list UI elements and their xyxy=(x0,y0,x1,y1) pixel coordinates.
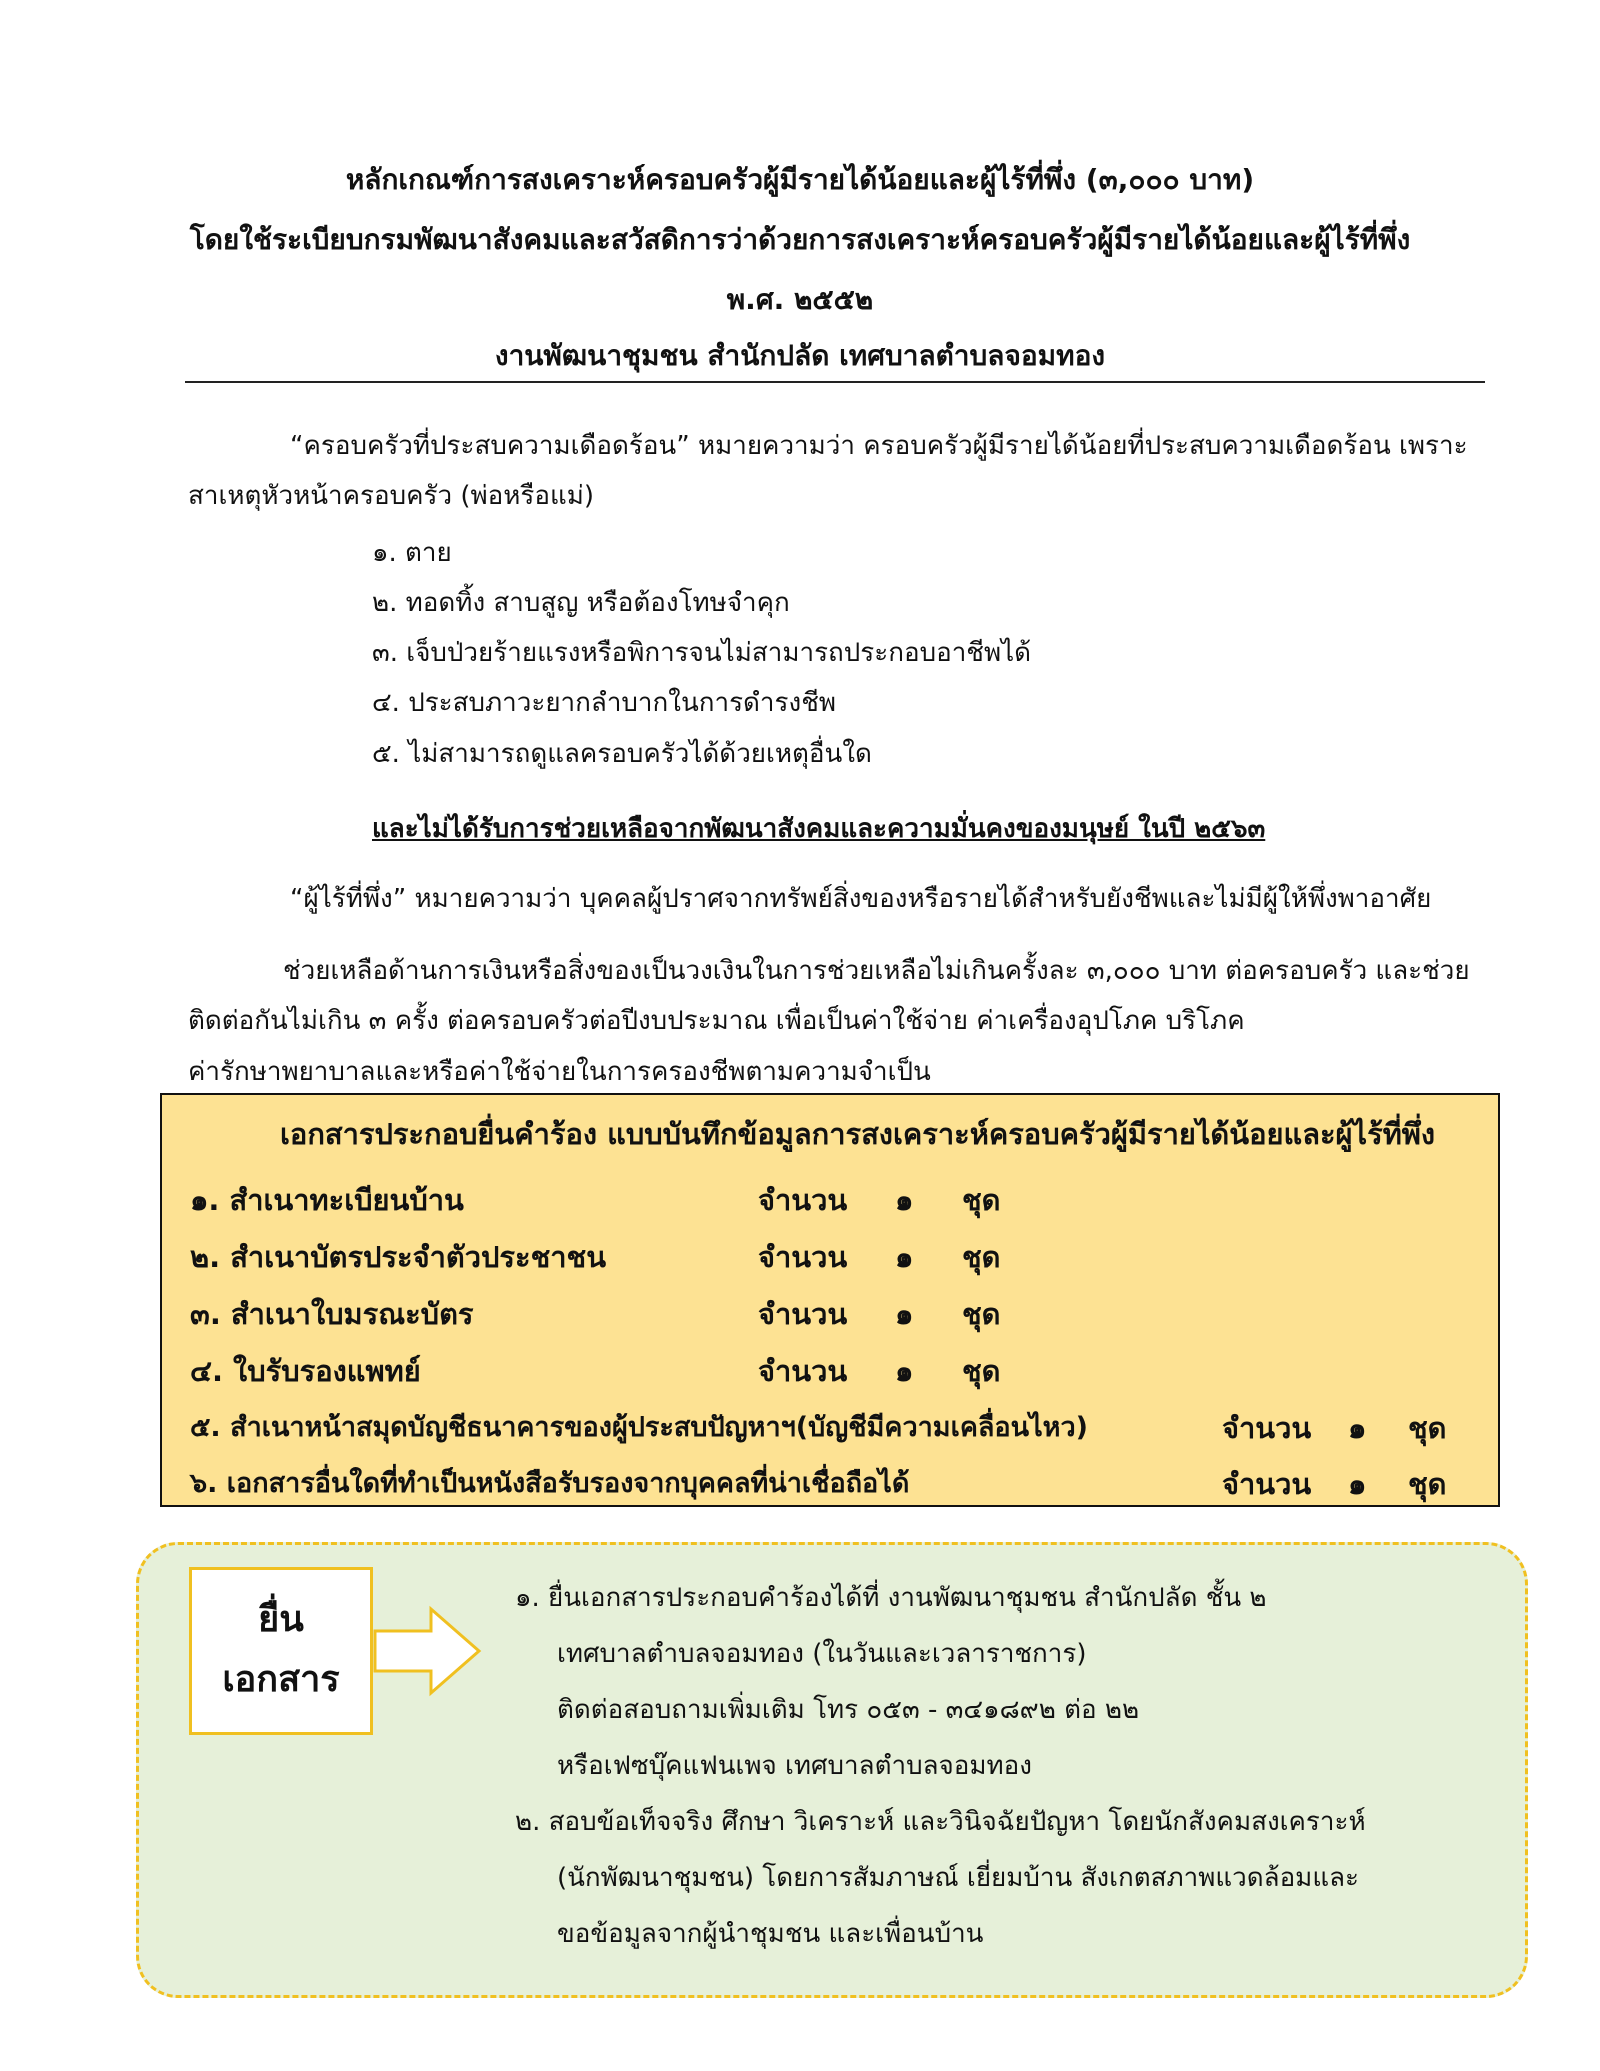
document-unit: ชุด xyxy=(962,1240,1001,1274)
document-qty-label: จำนวน xyxy=(758,1297,848,1331)
step-1-line-2: เทศบาลตำบลจอมทอง (ในวันและเวลาราชการ) xyxy=(557,1639,1087,1669)
assistance-line-3: ค่ารักษาพยาบาลและหรือค่าใช้จ่ายในการครองชีพตามความจำเป็น xyxy=(188,1057,931,1087)
tag-line-2: เอกสาร xyxy=(222,1659,340,1700)
document-qty-label: จำนวน xyxy=(1222,1467,1312,1501)
cause-item: ๔. ประสบภาวะยากลำบากในการดำรงชีพ xyxy=(372,688,836,718)
document-unit: ชุด xyxy=(962,1297,1001,1331)
document-qty: ๑ xyxy=(1348,1467,1367,1501)
condition-heading: และไม่ได้รับการช่วยเหลือจากพัฒนาสังคมและความมั่นคงของมนุษย์ ในปี ๒๕๖๓ xyxy=(372,814,1266,844)
document-qty: ๑ xyxy=(895,1240,914,1274)
document-qty-label: จำนวน xyxy=(758,1354,848,1388)
title-line-2: โดยใช้ระเบียบกรมพัฒนาสังคมและสวัสดิการว่าด้วยการสงเคราะห์ครอบครัวผู้มีรายได้น้อยและผู้ไร้ที่พึ่ง xyxy=(189,223,1411,256)
document-name: ๕. สำเนาหน้าสมุดบัญชีธนาคารของผู้ประสบปัญหาฯ(บัญชีมีความเคลื่อนไหว) xyxy=(190,1412,1088,1443)
definition-1-line-1: “ครอบครัวที่ประสบความเดือดร้อน” หมายความว่า ครอบครัวผู้มีรายได้น้อยที่ประสบความเดือดร้อน เพราะ xyxy=(290,431,1468,461)
cause-item: ๒. ทอดทิ้ง สาบสูญ หรือต้องโทษจำคุก xyxy=(372,588,790,618)
document-name: ๖. เอกสารอื่นใดที่ทำเป็นหนังสือรับรองจากบุคคลที่น่าเชื่อถือได้ xyxy=(190,1468,910,1499)
step-2-line-2: (นักพัฒนาชุมชน) โดยการสัมภาษณ์ เยี่ยมบ้าน สังเกตสภาพแวดล้อมและ xyxy=(557,1863,1359,1893)
document-qty: ๑ xyxy=(895,1354,914,1388)
cause-item: ๕. ไม่สามารถดูแลครอบครัวได้ด้วยเหตุอื่นใด xyxy=(372,739,872,769)
assistance-line-2: ติดต่อกันไม่เกิน ๓ ครั้ง ต่อครอบครัวต่อปีงบประมาณ เพื่อเป็นค่าใช้จ่าย ค่าเครื่องอุปโภค บริโภค xyxy=(188,1006,1245,1036)
document-name: ๒. สำเนาบัตรประจำตัวประชาชน xyxy=(190,1240,607,1274)
document-name: ๔. ใบรับรองแพทย์ xyxy=(190,1354,421,1388)
definition-1-line-2: สาเหตุหัวหน้าครอบครัว (พ่อหรือแม่) xyxy=(188,481,594,511)
document-qty: ๑ xyxy=(895,1297,914,1331)
step-1-line-3: ติดต่อสอบถามเพิ่มเติม โทร ๐๕๓ - ๓๔๑๘๙๒ ต่อ ๒๒ xyxy=(557,1695,1140,1725)
document-qty: ๑ xyxy=(895,1183,914,1217)
document-unit: ชุด xyxy=(1408,1411,1447,1445)
title-line-4: งานพัฒนาชุมชน สำนักปลัด เทศบาลตำบลจอมทอง xyxy=(494,339,1106,372)
step-1-line-4: หรือเฟซบุ๊คแฟนเพจ เทศบาลตำบลจอมทอง xyxy=(557,1751,1032,1781)
document-name: ๓. สำเนาใบมรณะบัตร xyxy=(190,1297,474,1331)
document-unit: ชุด xyxy=(962,1354,1001,1388)
cause-item: ๑. ตาย xyxy=(372,538,452,568)
tag-line-1: ยื่น xyxy=(258,1599,304,1640)
title-line-1: หลักเกณฑ์การสงเคราะห์ครอบครัวผู้มีรายได้น้อยและผู้ไร้ที่พึ่ง (๓,๐๐๐ บาท) xyxy=(345,163,1255,196)
cause-item: ๓. เจ็บป่วยร้ายแรงหรือพิการจนไม่สามารถประกอบอาชีพได้ xyxy=(372,638,1032,668)
document-qty-label: จำนวน xyxy=(758,1240,848,1274)
title-line-3: พ.ศ. ๒๕๕๒ xyxy=(726,283,874,316)
required-documents-box xyxy=(160,1093,1500,1507)
document-qty: ๑ xyxy=(1348,1411,1367,1445)
submission-steps-box xyxy=(136,1542,1528,1998)
document-unit: ชุด xyxy=(962,1183,1001,1217)
header-divider xyxy=(185,381,1485,383)
document-qty-label: จำนวน xyxy=(758,1183,848,1217)
step-2-line-1: ๒. สอบข้อเท็จจริง ศึกษา วิเคราะห์ และวินิจฉัยปัญหา โดยนักสังคมสงเคราะห์ xyxy=(515,1807,1366,1837)
assistance-line-1: ช่วยเหลือด้านการเงินหรือสิ่งของเป็นวงเงินในการช่วยเหลือไม่เกินครั้งละ ๓,๐๐๐ บาท ต่อครอบครัว และช่วย xyxy=(283,956,1470,986)
document-qty-label: จำนวน xyxy=(1222,1411,1312,1445)
document-name: ๑. สำเนาทะเบียนบ้าน xyxy=(190,1183,464,1217)
submit-documents-tag xyxy=(189,1567,373,1735)
document-unit: ชุด xyxy=(1408,1467,1447,1501)
definition-2: “ผู้ไร้ที่พึ่ง” หมายความว่า บุคคลผู้ปราศจากทรัพย์สิ่งของหรือรายได้สำหรับยังชีพและไม่มีผู้ให้พึ่งพาอาศัย xyxy=(290,884,1432,914)
documents-heading: เอกสารประกอบยื่นคำร้อง แบบบันทึกข้อมูลการสงเคราะห์ครอบครัวผู้มีรายได้น้อยและผู้ไร้ที่พึ่ง xyxy=(280,1117,1436,1151)
step-1-line-1: ๑. ยื่นเอกสารประกอบคำร้องได้ที่ งานพัฒนาชุมชน สำนักปลัด ชั้น ๒ xyxy=(515,1583,1267,1613)
step-2-line-3: ขอข้อมูลจากผู้นำชุมชน และเพื่อนบ้าน xyxy=(557,1919,984,1949)
arrow-right-icon xyxy=(373,1605,483,1697)
